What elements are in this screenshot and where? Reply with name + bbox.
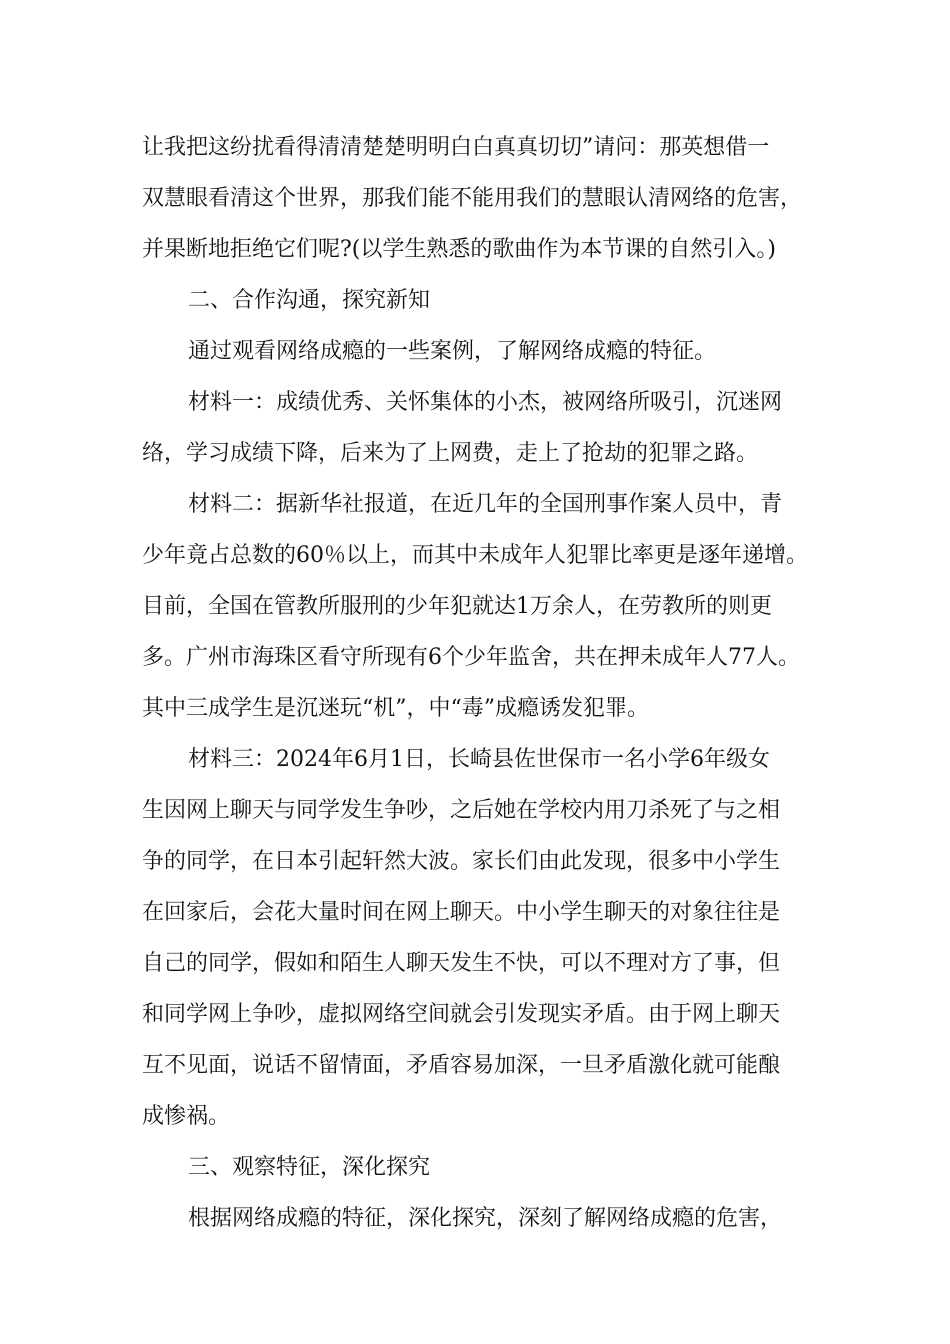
section-heading-2: 二、合作沟通，探究新知	[188, 288, 431, 313]
material-2-line-3: 目前，全国在管教所服刑的少年犯就达1万余人，在劳教所的则更	[142, 594, 772, 619]
material-2-line-2: 少年竟占总数的60％以上，而其中未成年人犯罪比率更是逐年递增。	[142, 543, 808, 568]
material-1-line-2: 络，学习成绩下降，后来为了上网费，走上了抢劫的犯罪之路。	[142, 441, 759, 466]
text-line-1: 让我把这纷扰看得清清楚楚明明白白真真切切”请问：那英想借一	[142, 135, 770, 160]
material-1-line-1: 材料一：成绩优秀、关怀集体的小杰，被网络所吸引，沉迷网	[188, 390, 783, 415]
material-3-line-1: 材料三：2024年6月1日，长崎县佐世保市一名小学6年级女	[188, 747, 770, 772]
material-3-line-2: 生因网上聊天与同学发生争吵，之后她在学校内用刀杀死了与之相	[142, 798, 781, 823]
material-3-line-3: 争的同学，在日本引起轩然大波。家长们由此发现，很多中小学生	[142, 849, 781, 874]
document-body	[142, 122, 814, 1244]
material-3-line-8: 成惨祸。	[142, 1104, 231, 1129]
material-3-line-6: 和同学网上争吵，虚拟网络空间就会引发现实矛盾。由于网上聊天	[142, 1002, 781, 1027]
material-3-line-4: 在回家后，会花大量时间在网上聊天。中小学生聊天的对象往往是	[142, 900, 781, 925]
material-2-line-1: 材料二：据新华社报道，在近几年的全国刑事作案人员中，青	[188, 492, 783, 517]
section-heading-3: 三、观察特征，深化探究	[188, 1155, 431, 1180]
text-line-22: 根据网络成瘾的特征，深化探究，深刻了解网络成瘾的危害，	[188, 1206, 783, 1231]
text-line-2: 双慧眼看清这个世界，那我们能不能用我们的慧眼认清网络的危害，	[142, 186, 803, 211]
material-3-line-7: 互不见面，说话不留情面，矛盾容易加深，一旦矛盾激化就可能酿	[142, 1053, 781, 1078]
text-line-5: 通过观看网络成瘾的一些案例，了解网络成瘾的特征。	[188, 339, 717, 364]
material-2-line-5: 其中三成学生是沉迷玩“机”，中“毒”成瘾诱发犯罪。	[142, 696, 649, 721]
text-line-3: 并果断地拒绝它们呢?(以学生熟悉的歌曲作为本节课的自然引入。)	[142, 237, 776, 262]
material-3-line-5: 自己的同学，假如和陌生人聊天发生不快，可以不理对方了事，但	[142, 951, 781, 976]
material-2-line-4: 多。广州市海珠区看守所现有6个少年监舍，共在押未成年人77人。	[142, 645, 800, 670]
